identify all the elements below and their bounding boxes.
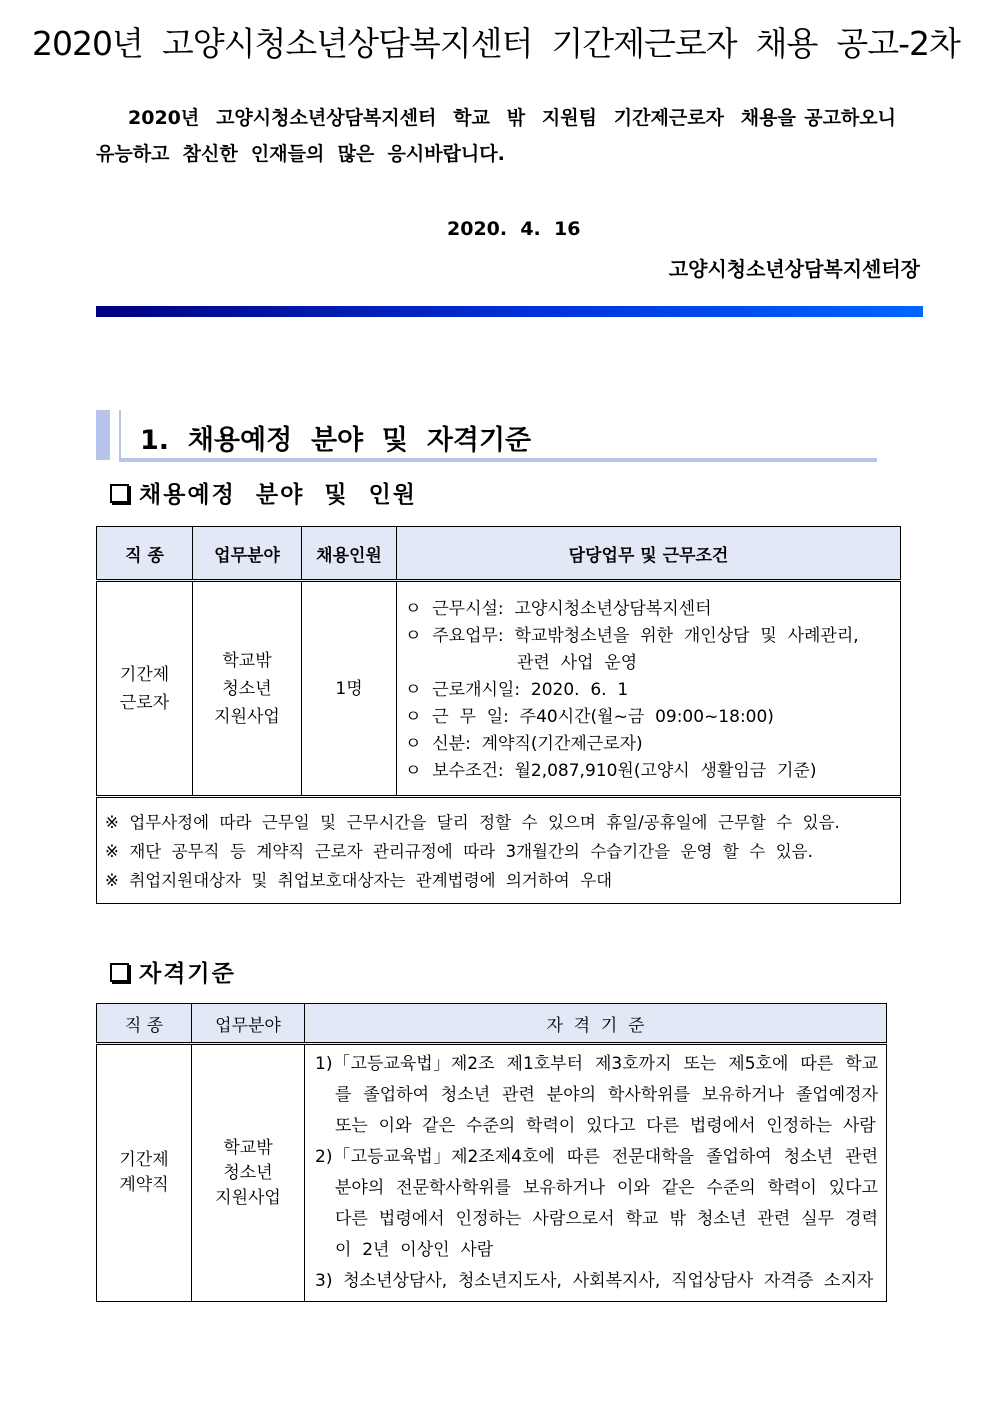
- cell-count: 1명: [302, 581, 397, 797]
- subsection-positions-label: 채용예정 분야 및 인원: [139, 482, 418, 508]
- table-row: [97, 581, 901, 797]
- section-marker: [96, 410, 110, 460]
- duty-item: ㅇ 근로개시일: 2020. 6. 1: [405, 680, 629, 700]
- header-field: 업무분야: [192, 1004, 305, 1044]
- table-header-row: [97, 1004, 887, 1044]
- section-marker-line: [119, 410, 121, 462]
- note-item: ※ 업무사정에 따라 근무일 및 근무시간을 달리 정할 수 있으며 휴일/공휴일에 근무할 수 있음.: [105, 813, 840, 832]
- criteria-item: 1)「고등교육법」제2조 제1호부터 제3호까지 또는 제5호에 따른 학교를 졸업하여 청소년 관련 분야의 학사학위를 보유하거나 졸업예정자 또는 이와 같은 수준의 학력이 있다고 다른 법령에서 인정하는 사람: [315, 1054, 889, 1136]
- cell-text: 기간제: [119, 664, 170, 685]
- duty-item: ㅇ 주요업무: 학교밖청소년을 위한 개인상담 및 사례관리,: [405, 626, 859, 646]
- duty-item: ㅇ 근 무 일: 주40시간(월~금 09:00~18:00): [405, 707, 774, 727]
- duty-item: ㅇ 근무시설: 고양시청소년상담복지센터: [405, 599, 712, 619]
- notes-row: [97, 797, 901, 904]
- section-marker-gap: [110, 410, 113, 460]
- cell-duties: [397, 581, 901, 797]
- header-job-type: 직 종: [97, 1004, 192, 1044]
- header-duties: 담당업무 및 근무조건: [397, 527, 901, 581]
- section-title: 1. 채용예정 분야 및 자격기준: [140, 425, 532, 456]
- section-underline: [119, 458, 877, 462]
- cell-job-type: [97, 581, 193, 797]
- cell-field: [193, 581, 302, 797]
- page-title: 2020년 고양시청소년상담복지센터 기간제근로자 채용 공고-2차: [32, 24, 960, 63]
- divider-bar: [96, 306, 923, 317]
- qualifications-table: [96, 1003, 887, 1302]
- cell-notes: [97, 797, 901, 904]
- subsection-positions: [110, 476, 417, 509]
- criteria-item: 3) 청소년상담사, 청소년지도사, 사회복지사, 직업상담사 자격증 소지자: [315, 1271, 874, 1291]
- issuing-organization: 고양시청소년상담복지센터장: [668, 257, 920, 281]
- subsection-qualifications: [110, 955, 236, 988]
- note-item: ※ 취업지원대상자 및 취업보호대상자는 관계법령에 의거하여 우대: [105, 871, 613, 890]
- header-count: 채용인원: [302, 527, 397, 581]
- table-row: [97, 1044, 887, 1302]
- cell-text: 기간제: [119, 1150, 169, 1170]
- duty-item: ㅇ 보수조건: 월2,087,910원(고양시 생활임금 기준): [405, 761, 817, 781]
- cell-text: 청소년: [222, 678, 272, 699]
- intro-paragraph: 2020년 고양시청소년상담복지센터 학교 밖 지원팀 기간제근로자 채용을 공고하오니 유능하고 참신한 인재들의 많은 응시바랍니다.: [96, 107, 910, 165]
- cell-text: 지원사업: [215, 1187, 281, 1208]
- cell-text: 학교밖: [222, 650, 272, 671]
- cell-text: 학교밖: [223, 1137, 273, 1158]
- cell-field: [192, 1044, 305, 1302]
- header-job-type: 직 종: [97, 527, 193, 581]
- cell-text: 지원사업: [214, 706, 280, 727]
- checkbox-bullet-icon: [110, 484, 129, 503]
- checkbox-bullet-icon: [110, 963, 129, 982]
- table-header-row: [97, 527, 901, 581]
- criteria-item: 2)「고등교육법」제2조제4호에 따른 전문대학을 졸업하여 청소년 관련 분야의 전문학사학위를 보유하거나 이와 같은 수준의 학력이 있다고 다른 법령에서 인정하는 사람으로서 학교 밖 청소년 관련 실무 경력이 2년 이상인 사람: [315, 1147, 889, 1260]
- duty-item: ㅇ 신분: 계약직(기간제근로자): [405, 734, 643, 754]
- cell-text: 청소년: [223, 1162, 273, 1183]
- cell-job-type: [97, 1044, 192, 1302]
- cell-criteria: [305, 1044, 887, 1302]
- subsection-qualifications-label: 자격기준: [139, 961, 236, 987]
- cell-text: 근로자: [119, 692, 170, 713]
- header-field: 업무분야: [193, 527, 302, 581]
- cell-text: 계약직: [119, 1175, 169, 1195]
- positions-table: [96, 526, 901, 904]
- header-criteria: 자 격 기 준: [305, 1004, 887, 1044]
- duty-item: 관련 사업 운영: [517, 653, 638, 673]
- announcement-date: 2020. 4. 16: [447, 218, 581, 240]
- note-item: ※ 재단 공무직 등 계약직 근로자 관리규정에 따라 3개월간의 수습기간을 운영 할 수 있음.: [105, 842, 813, 861]
